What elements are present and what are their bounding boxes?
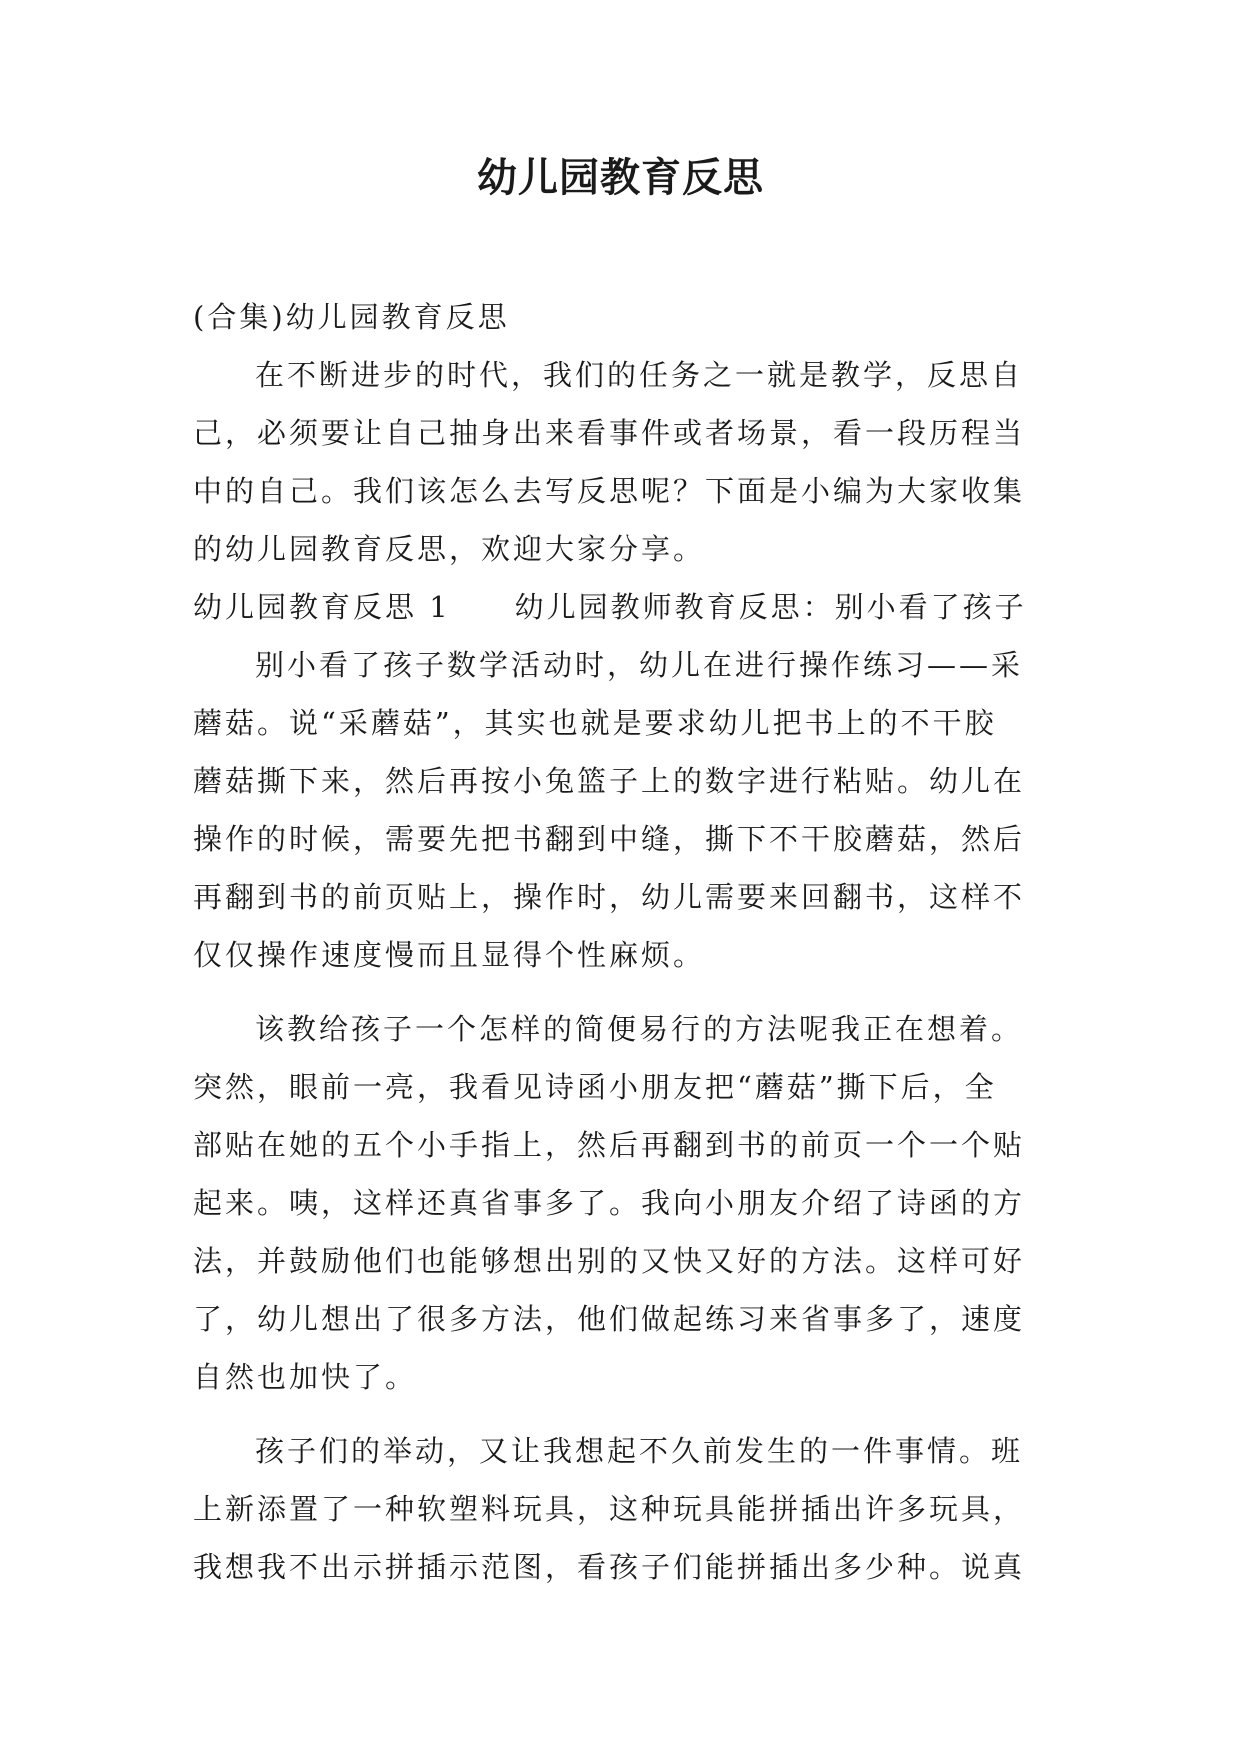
- paragraph-1: [193, 636, 1055, 984]
- paragraph-line: 仅仅操作速度慢而且显得个性麻烦。: [193, 938, 706, 972]
- paragraph-line: 自然也加快了。: [193, 1360, 418, 1394]
- paragraph-line: 在不断进步的时代，我们的任务之一就是教学，反思自: [255, 358, 1024, 392]
- paragraph-gap: [193, 984, 1055, 1000]
- paragraph-line: 操作的时候，需要先把书翻到中缝，撕下不干胶蘑菇，然后: [193, 822, 1026, 856]
- document-body: [193, 288, 1055, 1596]
- paragraph-2: [193, 1000, 1055, 1406]
- paragraph-line: 该教给孩子一个怎样的简便易行的方法呢我正在想着。: [255, 1012, 1024, 1046]
- paragraph-line: 中的自己。我们该怎么去写反思呢？下面是小编为大家收集: [193, 474, 1026, 508]
- section-heading-number: 幼儿园教育反思 1: [193, 590, 451, 624]
- paragraph-line: 蘑菇。说“采蘑菇”，其实也就是要求幼儿把书上的不干胶: [193, 706, 997, 740]
- heading-spacer: [451, 578, 515, 636]
- paragraph-line: 再翻到书的前页贴上，操作时，幼儿需要来回翻书，这样不: [193, 880, 1026, 914]
- paragraph-3: [193, 1422, 1055, 1596]
- intro-paragraph: [193, 346, 1055, 578]
- paragraph-line: 部贴在她的五个小手指上，然后再翻到书的前页一个一个贴: [193, 1128, 1026, 1162]
- paragraph-line: 突然，眼前一亮，我看见诗函小朋友把“蘑菇”撕下后，全: [193, 1070, 997, 1104]
- paragraph-line: 起来。咦，这样还真省事多了。我向小朋友介绍了诗函的方: [193, 1186, 1026, 1220]
- paragraph-line: 了，幼儿想出了很多方法，他们做起练习来省事多了，速度: [193, 1302, 1026, 1336]
- paragraph-line: 的幼儿园教育反思，欢迎大家分享。: [193, 532, 706, 566]
- paragraph-line: 我想我不出示拼插示范图，看孩子们能拼插出多少种。说真: [193, 1550, 1026, 1584]
- paragraph-line: 孩子们的举动，又让我想起不久前发生的一件事情。班: [255, 1434, 1024, 1468]
- paragraph-line: 己，必须要让自己抽身出来看事件或者场景，看一段历程当: [193, 416, 1026, 450]
- paragraph-line: 蘑菇撕下来，然后再按小兔篮子上的数字进行粘贴。幼儿在: [193, 764, 1026, 798]
- paragraph-gap: [193, 1406, 1055, 1422]
- paragraph-line: 上新添置了一种软塑料玩具，这种玩具能拼插出许多玩具，: [193, 1492, 1026, 1526]
- section-heading: [193, 578, 1055, 636]
- section-heading-title: 幼儿园教师教育反思：别小看了孩子: [514, 590, 1027, 624]
- paragraph-line: 法，并鼓励他们也能够想出别的又快又好的方法。这样可好: [193, 1244, 1026, 1278]
- document-subtitle: (合集)幼儿园教育反思: [193, 300, 510, 334]
- document-title: 幼儿园教育反思: [477, 155, 764, 201]
- paragraph-line: 别小看了孩子数学活动时，幼儿在进行操作练习——采: [255, 648, 1024, 682]
